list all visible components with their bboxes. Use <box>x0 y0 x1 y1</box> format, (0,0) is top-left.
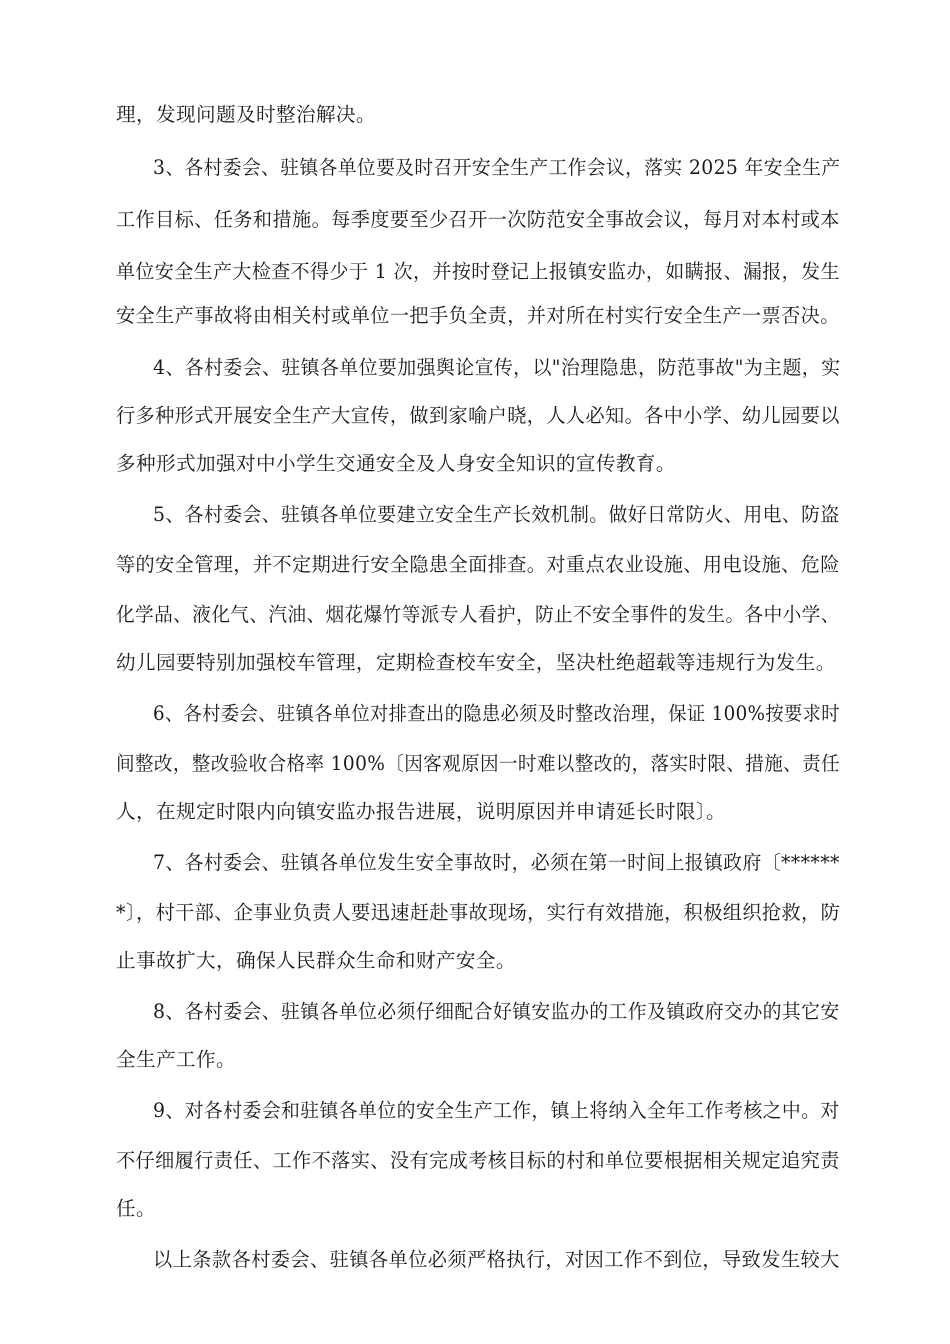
text-line: 理，发现问题及时整治解决。 <box>116 103 376 126</box>
text-line: 单位安全生产大检查不得少于 1 次，并按时登记上报镇安监办，如瞒报、漏报，发生 <box>116 260 840 283</box>
text-line: 止事故扩大，确保人民群众生命和财产安全。 <box>116 949 516 972</box>
text-line: 等的安全管理，并不定期进行安全隐患全面排查。对重点农业设施、用电设施、危险 <box>116 553 840 576</box>
text-line: 8、各村委会、驻镇各单位必须仔细配合好镇安监办的工作及镇政府交办的其它安 <box>153 1000 840 1023</box>
text-line: 4、各村委会、驻镇各单位要加强舆论宣传，以"治理隐患，防范事故"为主题，实 <box>153 356 841 379</box>
text-line: 全生产工作。 <box>116 1048 236 1071</box>
text-line: 化学品、液化气、汽油、烟花爆竹等派专人看护，防止不安全事件的发生。各中小学、 <box>116 603 840 626</box>
text-line: 安全生产事故将由相关村或单位一把手负全责，并对所在村实行安全生产一票否决。 <box>116 304 840 327</box>
text-line: 3、各村委会、驻镇各单位要及时召开安全生产工作会议，落实 2025 年安全生产 <box>153 156 841 179</box>
text-line: 9、对各村委会和驻镇各单位的安全生产工作，镇上将纳入全年工作考核之中。对 <box>153 1099 840 1122</box>
text-line: 行多种形式开展安全生产大宣传，做到家喻户晓，人人必知。各中小学、幼儿园要以 <box>116 404 840 427</box>
text-line: 6、各村委会、驻镇各单位对排查出的隐患必须及时整改治理，保证 100%按要求时 <box>153 702 840 725</box>
text-line: 幼儿园要特别加强校车管理，定期检查校车安全，坚决杜绝超载等违规行为发生。 <box>116 651 836 674</box>
text-line: 间整改，整改验收合格率 100%〔因客观原因一时难以整改的，落实时限、措施、责任 <box>116 752 840 775</box>
text-line: 5、各村委会、驻镇各单位要建立安全生产长效机制。做好日常防火、用电、防盗 <box>153 503 840 526</box>
text-line: 不仔细履行责任、工作不落实、没有完成考核目标的村和单位要根据相关规定追究责 <box>116 1149 840 1172</box>
text-line: 人，在规定时限内向镇安监办报告进展，说明原因并申请延长时限〕。 <box>116 800 727 823</box>
text-line: *〕，村干部、企事业负责人要迅速赶赴事故现场，实行有效措施，积极组织抢救，防 <box>116 901 841 924</box>
text-line: 7、各村委会、驻镇各单位发生安全事故时，必须在第一时间上报镇政府〔****** <box>153 851 840 874</box>
text-line: 工作目标、任务和措施。每季度要至少召开一次防范安全事故会议，每月对本村或本 <box>116 208 840 231</box>
text-line: 以上条款各村委会、驻镇各单位必须严格执行，对因工作不到位，导致发生较大 <box>153 1248 840 1271</box>
text-line: 多种形式加强对中小学生交通安全及人身安全知识的宣传教育。 <box>116 452 676 475</box>
text-line: 任。 <box>116 1197 156 1220</box>
